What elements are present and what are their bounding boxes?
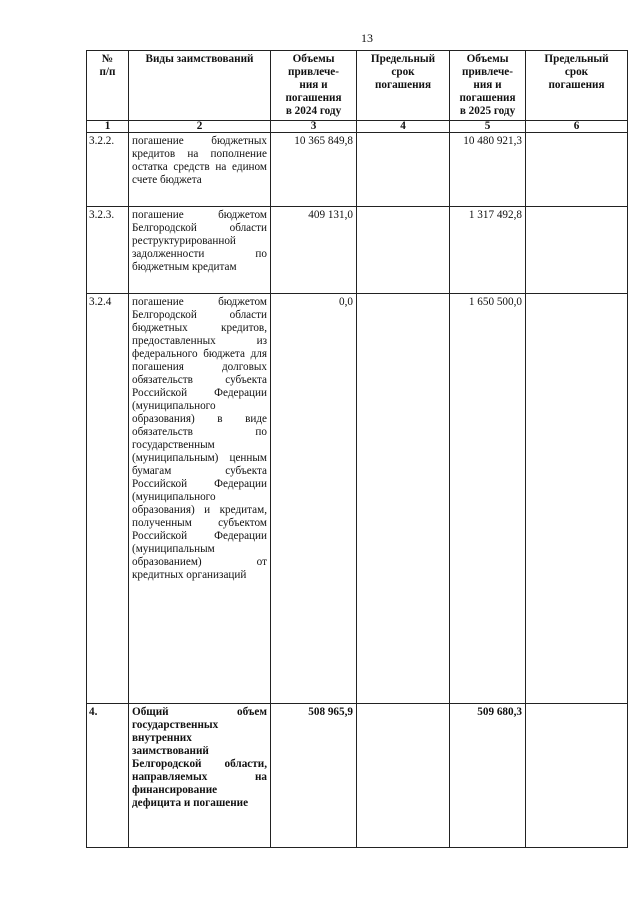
term-2025	[526, 133, 628, 207]
table-row	[87, 133, 628, 207]
row-description: погашение бюджетом Белгородской области реструктурированной задолженности по бюджетным кредитам	[129, 207, 271, 294]
column-number: 1	[87, 121, 129, 133]
row-description: погашение бюджетных кредитов на пополнение остатка средств на едином счете бюджета	[129, 133, 271, 207]
term-2025	[526, 704, 628, 848]
row-description: погашение бюджетом Белгородской области бюджетных кредитов, предоставленных из федерального бюджета для погашения долговых обязательств субъекта Российской Федерации (муниципального образования) в виде обязательств по государственным (муниципальным) ценным бумагам субъекта Российской Федерации (муниципального образования) и кредитам, полученным субъектом Российской Федерации (муниципальным образованием) от кредитных организаций	[129, 294, 271, 704]
column-number: 6	[526, 121, 628, 133]
table-row	[87, 704, 628, 848]
row-number: 3.2.2.	[87, 133, 129, 207]
column-number: 3	[271, 121, 357, 133]
column-number: 5	[450, 121, 526, 133]
table-row	[87, 294, 628, 704]
term-2025	[526, 294, 628, 704]
value-2025: 1 650 500,0	[450, 294, 526, 704]
value-2024: 10 365 849,8	[271, 133, 357, 207]
row-number: 4.	[87, 704, 129, 848]
header-cell: Предельный срок погашения	[526, 51, 628, 121]
term-2025	[526, 207, 628, 294]
column-number: 2	[129, 121, 271, 133]
header-cell: Объемы привлече- ния и погашения в 2024 году	[271, 51, 357, 121]
borrowings-table	[86, 50, 628, 848]
header-cell: Объемы привлече- ния и погашения в 2025 году	[450, 51, 526, 121]
page-number: 13	[361, 31, 373, 45]
header-cell: Виды заимствований	[129, 51, 271, 121]
header-cell: № п/п	[87, 51, 129, 121]
value-2025: 1 317 492,8	[450, 207, 526, 294]
column-number: 4	[357, 121, 450, 133]
header-cell: Предельный срок погашения	[357, 51, 450, 121]
row-description: Общий объем государственных внутренних заимствований Белгородской области, направляемых на финансирование дефицита и погашение	[129, 704, 271, 848]
table-row	[87, 207, 628, 294]
column-number-row	[87, 121, 628, 133]
value-2024: 508 965,9	[271, 704, 357, 848]
term-2024	[357, 294, 450, 704]
value-2025: 10 480 921,3	[450, 133, 526, 207]
table-header-row	[87, 51, 628, 121]
value-2025: 509 680,3	[450, 704, 526, 848]
term-2024	[357, 207, 450, 294]
term-2024	[357, 704, 450, 848]
value-2024: 409 131,0	[271, 207, 357, 294]
row-number: 3.2.3.	[87, 207, 129, 294]
row-number: 3.2.4	[87, 294, 129, 704]
value-2024: 0,0	[271, 294, 357, 704]
term-2024	[357, 133, 450, 207]
